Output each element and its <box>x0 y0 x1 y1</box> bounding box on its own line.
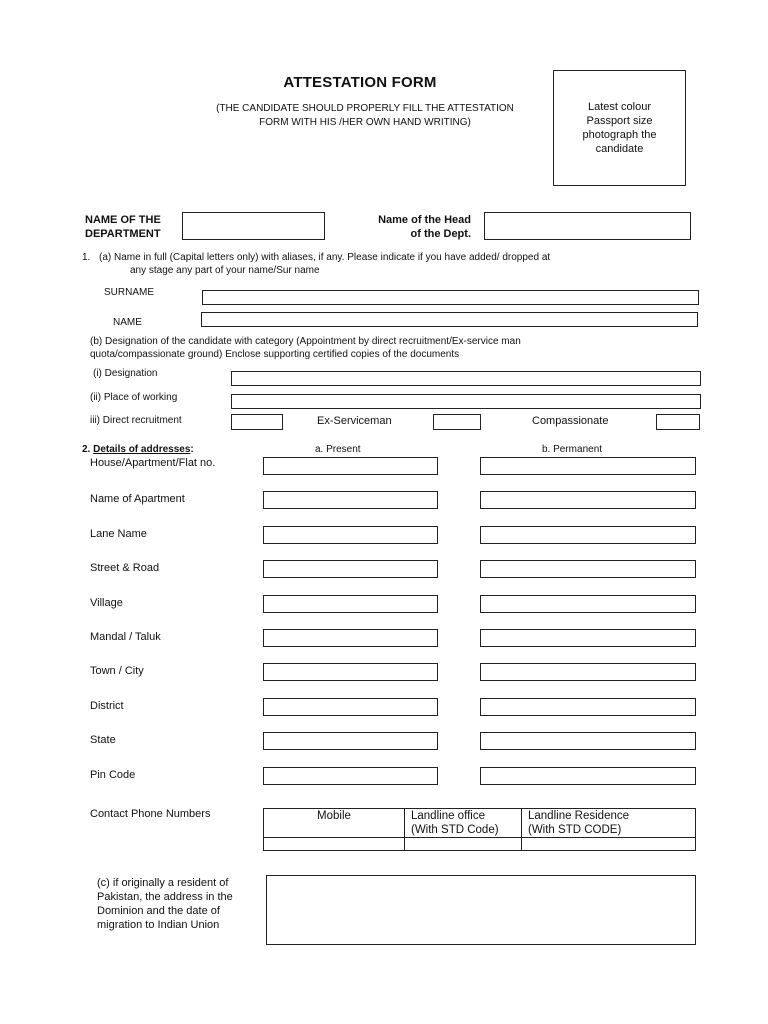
pakistan-line-4: migration to Indian Union <box>97 919 220 931</box>
permanent-address-header: b. Permanent <box>542 444 603 455</box>
address-row-label: Street & Road <box>90 562 160 574</box>
permanent-address-field[interactable] <box>480 767 696 785</box>
permanent-address-field[interactable] <box>480 560 696 578</box>
section-2-number: 2. <box>82 444 91 455</box>
present-address-field[interactable] <box>263 767 438 785</box>
landline-residence-header <box>522 809 696 838</box>
address-row-label: District <box>90 700 124 712</box>
department-label-line-1: NAME OF THE <box>85 214 161 226</box>
address-row-label: House/Apartment/Flat no. <box>90 457 216 469</box>
compassionate-checkbox[interactable] <box>656 414 700 430</box>
department-field[interactable] <box>182 212 325 240</box>
name-field[interactable] <box>201 312 698 327</box>
present-address-field[interactable] <box>263 560 438 578</box>
permanent-address-field[interactable] <box>480 595 696 613</box>
surname-field[interactable] <box>202 290 699 305</box>
present-address-field[interactable] <box>263 732 438 750</box>
address-row-label: Pin Code <box>90 769 136 781</box>
photo-line-4: candidate <box>595 143 644 155</box>
direct-recruitment-label: iii) Direct recruitment <box>90 415 182 426</box>
section-1a-line-2: any stage any part of your name/Sur name <box>130 265 320 276</box>
address-row-label: Lane Name <box>90 528 147 540</box>
department-label <box>85 213 161 241</box>
address-row-label: Mandal / Taluk <box>90 631 161 643</box>
head-label-line-1: Name of the Head <box>378 214 471 226</box>
permanent-address-field[interactable] <box>480 491 696 509</box>
landline-office-field[interactable] <box>405 838 522 851</box>
section-2-heading-text: Details of addresses <box>93 444 191 455</box>
present-address-field[interactable] <box>263 663 438 681</box>
designation-field[interactable] <box>231 371 701 386</box>
landline-office-line-2: (With STD Code) <box>411 824 499 836</box>
present-address-field[interactable] <box>263 629 438 647</box>
address-row-label: Town / City <box>90 665 144 677</box>
subtitle-line-2: FORM WITH HIS /HER OWN HAND WRITING) <box>259 117 471 128</box>
permanent-address-field[interactable] <box>480 663 696 681</box>
address-row-label: Village <box>90 597 123 609</box>
pakistan-line-1: (c) if originally a resident of <box>97 877 229 889</box>
photo-line-1: Latest colour <box>588 101 651 113</box>
name-label: NAME <box>113 317 142 328</box>
contact-phone-label: Contact Phone Numbers <box>90 808 211 820</box>
department-label-line-2: DEPARTMENT <box>85 228 161 240</box>
mobile-field[interactable] <box>264 838 405 851</box>
photo-box[interactable] <box>553 70 686 186</box>
photo-instructions <box>554 100 685 156</box>
section-2-heading <box>82 443 194 457</box>
ex-serviceman-label: Ex-Serviceman <box>317 415 392 427</box>
head-label-line-2: of the Dept. <box>410 228 471 240</box>
permanent-address-field[interactable] <box>480 629 696 647</box>
address-row-label: Name of Apartment <box>90 493 185 505</box>
photo-line-3: photograph the <box>582 129 657 141</box>
landline-residence-line-2: (With STD CODE) <box>528 824 622 836</box>
pakistan-resident-label <box>97 876 233 932</box>
compassionate-label: Compassionate <box>532 415 609 427</box>
landline-office-line-1: Landline office <box>411 810 485 822</box>
form-subtitle <box>180 102 550 130</box>
designation-label: (i) Designation <box>93 368 158 379</box>
phone-table <box>263 808 696 851</box>
subtitle-line-1: (THE CANDIDATE SHOULD PROPERLY FILL THE ATTESTATION <box>216 103 514 114</box>
section-1b-line-2: quota/compassionate ground) Enclose supporting certified copies of the documents <box>90 349 460 360</box>
permanent-address-field[interactable] <box>480 457 696 475</box>
section-1a-line-1: (a) Name in full (Capital letters only) with aliases, if any. Please indicate if you have added/ dropped at <box>99 252 551 263</box>
section-2-heading-colon: : <box>190 444 194 455</box>
place-of-working-field[interactable] <box>231 394 701 409</box>
pakistan-address-field[interactable] <box>266 875 696 945</box>
section-1b-line-1: (b) Designation of the candidate with category (Appointment by direct recruitment/Ex-service man <box>90 336 521 347</box>
landline-office-header <box>405 809 522 838</box>
mobile-header: Mobile <box>264 809 405 838</box>
place-of-working-label: (ii) Place of working <box>90 392 178 403</box>
address-row-label: State <box>90 734 116 746</box>
head-of-dept-field[interactable] <box>484 212 691 240</box>
present-address-field[interactable] <box>263 698 438 716</box>
direct-recruitment-checkbox[interactable] <box>231 414 283 430</box>
pakistan-line-2: Pakistan, the address in the <box>97 891 233 903</box>
present-address-field[interactable] <box>263 595 438 613</box>
ex-serviceman-checkbox[interactable] <box>433 414 481 430</box>
head-of-dept-label <box>345 213 471 241</box>
form-title: ATTESTATION FORM <box>283 74 437 91</box>
present-address-field[interactable] <box>263 457 438 475</box>
present-address-header: a. Present <box>315 444 361 455</box>
landline-residence-field[interactable] <box>522 838 696 851</box>
permanent-address-field[interactable] <box>480 732 696 750</box>
present-address-field[interactable] <box>263 491 438 509</box>
pakistan-line-3: Dominion and the date of <box>97 905 220 917</box>
section-1-number: 1. <box>82 252 91 263</box>
permanent-address-field[interactable] <box>480 698 696 716</box>
present-address-field[interactable] <box>263 526 438 544</box>
surname-label: SURNAME <box>104 287 155 298</box>
landline-residence-line-1: Landline Residence <box>528 810 630 822</box>
permanent-address-field[interactable] <box>480 526 696 544</box>
photo-line-2: Passport size <box>586 115 653 127</box>
